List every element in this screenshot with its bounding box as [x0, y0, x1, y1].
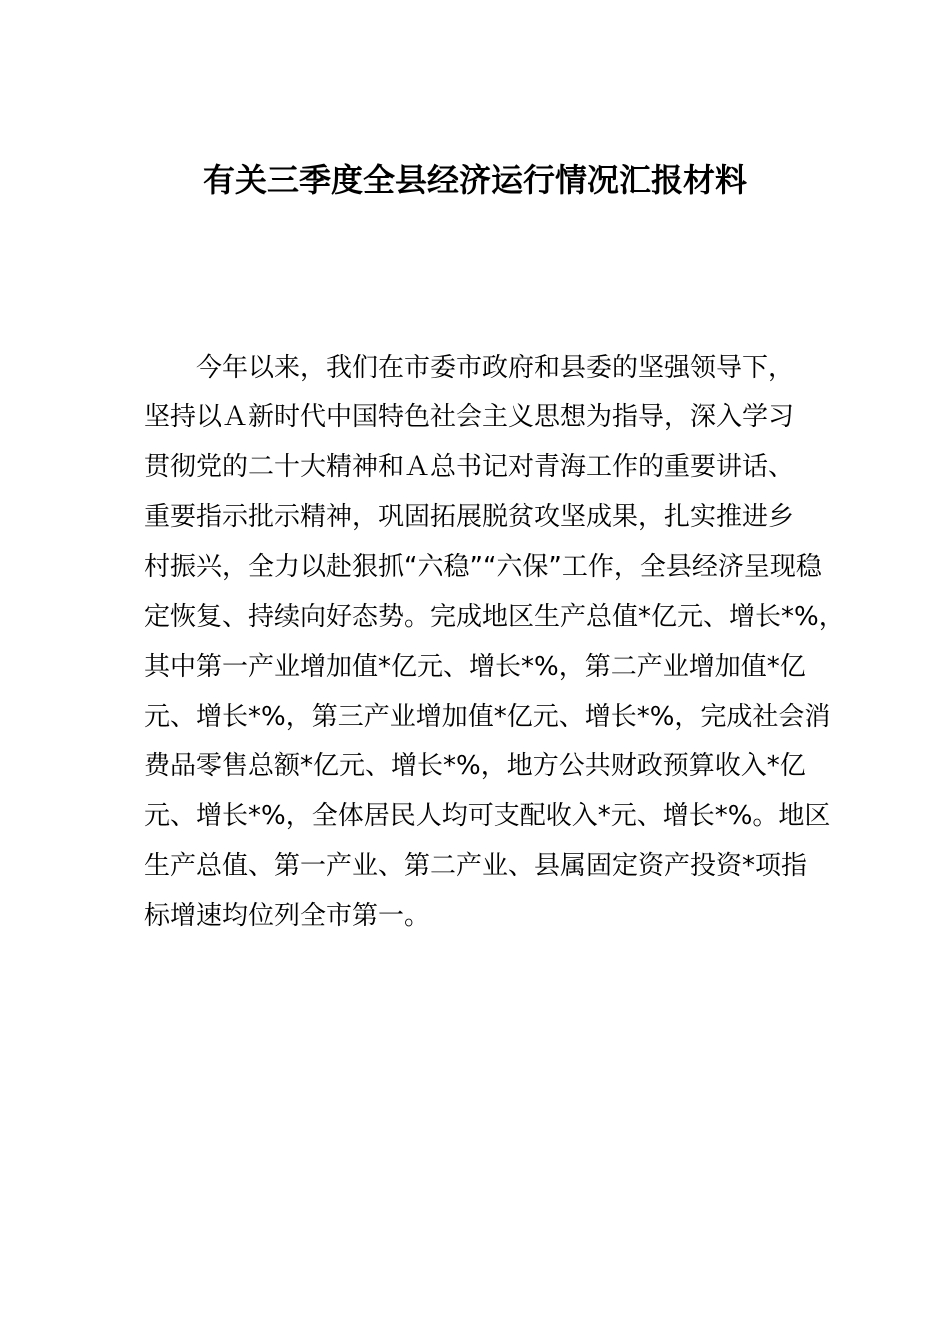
paragraph-line: 元、增长*%，第三产业增加值*亿元、增长*%，完成社会消 — [144, 702, 831, 732]
document-title: 有关三季度全县经济运行情况汇报材料 — [202, 161, 747, 199]
paragraph-line: 村振兴，全力以赴狠抓“六稳”“六保”工作，全县经济呈现稳 — [144, 552, 822, 582]
paragraph-line: 定恢复、持续向好态势。完成地区生产总值*亿元、增长*%， — [144, 602, 845, 632]
paragraph-line: 重要指示批示精神，巩固拓展脱贫攻坚成果，扎实推进乡 — [144, 502, 795, 532]
paragraph-line: 标增速均位列全市第一。 — [144, 901, 431, 931]
paragraph-line: 贯彻党的二十大精神和Ａ总书记对青海工作的重要讲话、 — [144, 452, 795, 482]
paragraph-line: 今年以来，我们在市委市政府和县委的坚强领导下， — [196, 353, 795, 383]
paragraph-line: 其中第一产业增加值*亿元、增长*%，第二产业增加值*亿 — [144, 652, 806, 682]
paragraph-line: 坚持以Ａ新时代中国特色社会主义思想为指导，深入学习 — [144, 402, 795, 432]
paragraph-line: 生产总值、第一产业、第二产业、县属固定资产投资*项指 — [144, 851, 808, 881]
paragraph-line: 元、增长*%，全体居民人均可支配收入*元、增长*%。地区 — [144, 801, 831, 831]
paragraph-line: 费品零售总额*亿元、增长*%，地方公共财政预算收入*亿 — [144, 751, 806, 781]
